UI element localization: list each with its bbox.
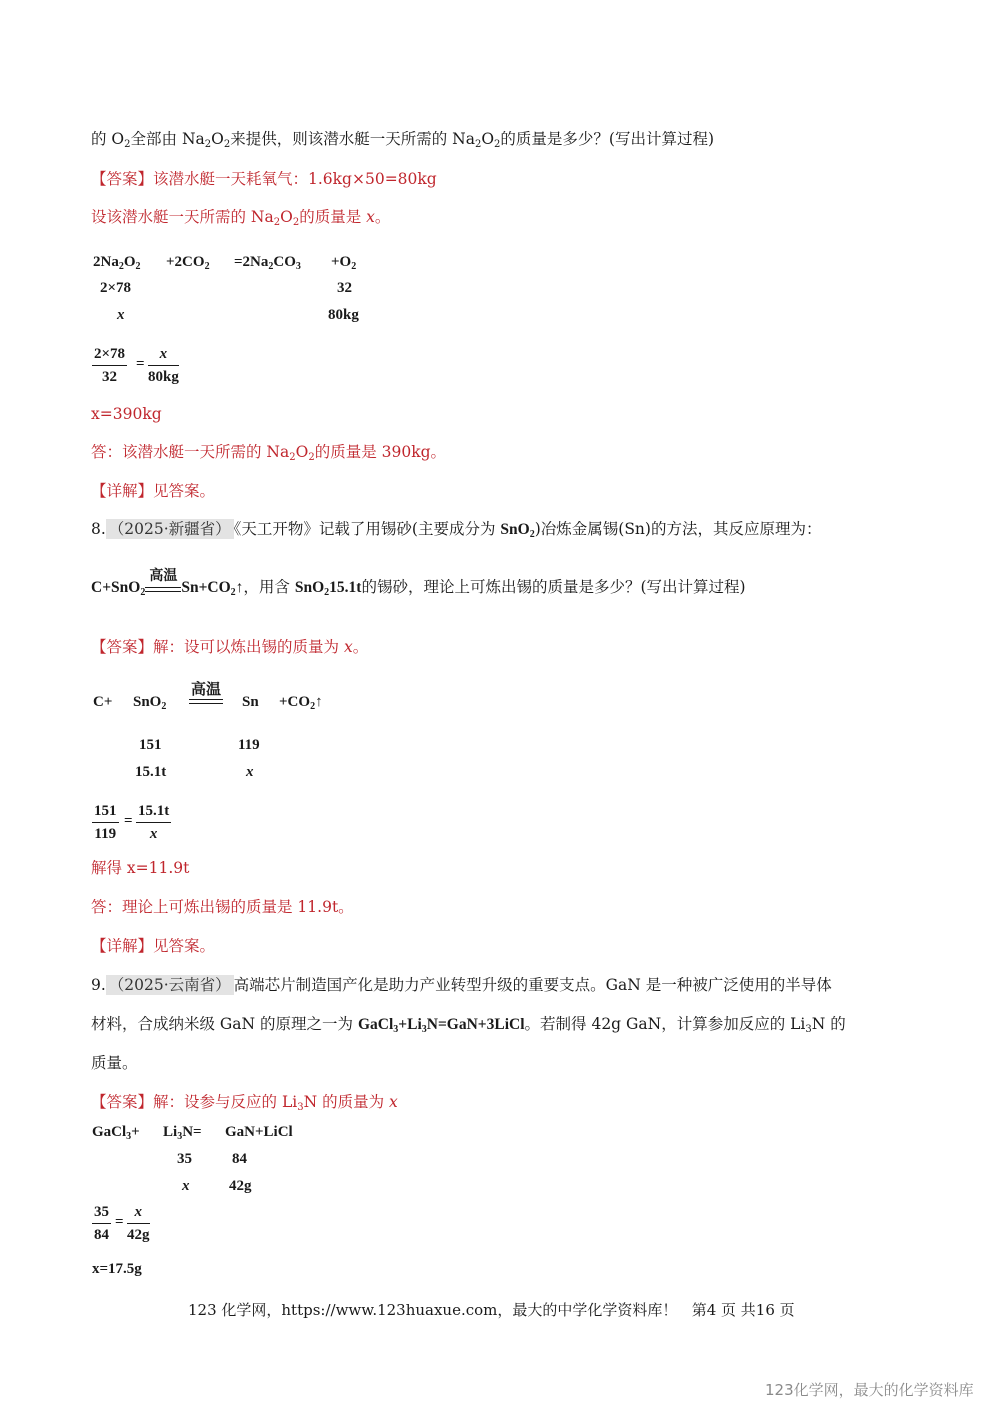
answer-line: 【答案】解：设参与反应的 $Li_3N$ 的质量为 x xyxy=(91,1093,398,1113)
result: x=17.5g xyxy=(92,1261,142,1277)
answer-label: 【答案】 xyxy=(91,638,154,656)
known-mass: 42g xyxy=(229,1178,252,1194)
relative-mass: 35 xyxy=(177,1151,192,1167)
equals-sign: = xyxy=(124,813,133,829)
answer-setup: 设该潜水艇一天所需的 $Na_2O_2$的质量是 x。 xyxy=(91,208,391,228)
final-answer: 答：该潜水艇一天所需的 $Na_2O_2$的质量是 390kg。 xyxy=(91,443,447,463)
answer-line: 【答案】该潜水艇一天耗氧气：1.6kg×50=80kg xyxy=(91,170,437,188)
question-9: 9. （2025·云南省） 高端芯片制造国产化是助力产业转型升级的重要支点。GaN 是一种被广泛使用的半导体 xyxy=(91,976,832,994)
proportion-left: $\frac{2\times 78}{32}$ xyxy=(94,346,126,385)
proportion-left: $\frac{151}{119}$ xyxy=(94,803,117,842)
question-9-line3: 质量。 xyxy=(91,1054,138,1072)
proportion-left: $\frac{35}{84}$ xyxy=(94,1204,109,1243)
relative-mass: 2×78 xyxy=(100,280,132,296)
proportion-right: $\frac{x}{80kg}$ xyxy=(148,346,179,385)
unknown-mass: x xyxy=(117,307,125,323)
relative-mass: 32 xyxy=(337,280,352,296)
proportion-right: $\frac{x}{42g}$ xyxy=(127,1204,150,1243)
question-9-line2: 材料，合成纳米级 GaN 的原理之一为 $GaCl_3+Li_3N=GaN+3LiCl$。若制得 42g GaN，计算参加反应的 $Li_3N$ 的 xyxy=(91,1015,846,1035)
footer-site: 123 化学网，https://www.123huaxue.com，最大的中学化学资料库！ xyxy=(188,1301,678,1319)
proportion-right: $\frac{15.1t}{x}$ xyxy=(138,803,170,842)
relative-mass: 151 xyxy=(139,737,162,753)
equation-term: GaCl$_3$+ xyxy=(92,1124,140,1142)
solve-line: 解得 x=11.9t xyxy=(91,859,190,877)
watermark: 123化学网，最大的化学资料库 xyxy=(765,1381,974,1399)
equation-term: $+2CO_2$ xyxy=(166,254,210,272)
equation-term: $=2Na_2CO_3$ xyxy=(234,254,301,272)
question-8: 8. （2025·新疆省） 《天工开物》记载了用锡砂(主要成分为 SnO$_2$)冶炼金属锡(Sn)的方法，其反应原理为： xyxy=(91,520,822,540)
condition-arrow: 高温 xyxy=(145,585,181,592)
known-mass: 80kg xyxy=(328,307,359,323)
answer-label: 【答案】 xyxy=(91,170,154,188)
question-8-reaction: C+SnO$_2$ 高温 $Sn+CO_2↑$，用含 SnO$_2$15.1t的锡砂，理论上可炼出锡的质量是多少？(写出计算过程) xyxy=(91,568,746,598)
equals-sign: = xyxy=(136,356,145,372)
answer-line: 【答案】解：设可以炼出锡的质量为 x。 xyxy=(91,638,369,656)
source-tag: （2025·新疆省） xyxy=(106,519,234,539)
page-number: 第4 页 共16 页 xyxy=(691,1301,795,1319)
equals-sign: = xyxy=(115,1214,124,1230)
equation-term: $Li_3N=$ xyxy=(163,1124,202,1142)
equation-term: Sn xyxy=(242,694,259,710)
detail-line: 【详解】见答案。 xyxy=(91,937,216,955)
final-answer: 答：理论上可炼出锡的质量是 11.9t。 xyxy=(91,898,354,916)
question-text: 的 $O_2$全部由 $Na_2O_2$来提供，则该潜水艇一天所需的 $Na_2O_2$的质量是多少？(写出计算过程) xyxy=(91,130,715,150)
equation-term: $+O_2$ xyxy=(331,254,357,272)
known-mass: 15.1t xyxy=(135,764,167,780)
detail-line: 【详解】见答案。 xyxy=(91,482,216,500)
source-tag: （2025·云南省） xyxy=(106,975,234,995)
unknown-mass: x xyxy=(246,764,254,780)
condition-label: 高温 xyxy=(190,682,221,698)
unknown-mass: x xyxy=(182,1178,190,1194)
relative-mass: 84 xyxy=(232,1151,247,1167)
answer-label: 【答案】 xyxy=(91,1093,154,1111)
gas-arrow: ↑ xyxy=(235,579,244,596)
gas-arrow: ↑ xyxy=(315,694,323,710)
equation-term: C+ xyxy=(93,694,113,710)
equation-term: $+CO_2↑$ xyxy=(279,694,323,712)
result: x=390kg xyxy=(91,405,162,423)
page-footer xyxy=(188,1299,795,1320)
equation-term: GaN+LiCl xyxy=(225,1124,293,1140)
condition-equals xyxy=(189,699,223,704)
equation-term: SnO$_2$ xyxy=(133,694,167,712)
relative-mass: 119 xyxy=(238,737,260,753)
equation-term: $2Na_2O_2$ xyxy=(93,254,141,272)
